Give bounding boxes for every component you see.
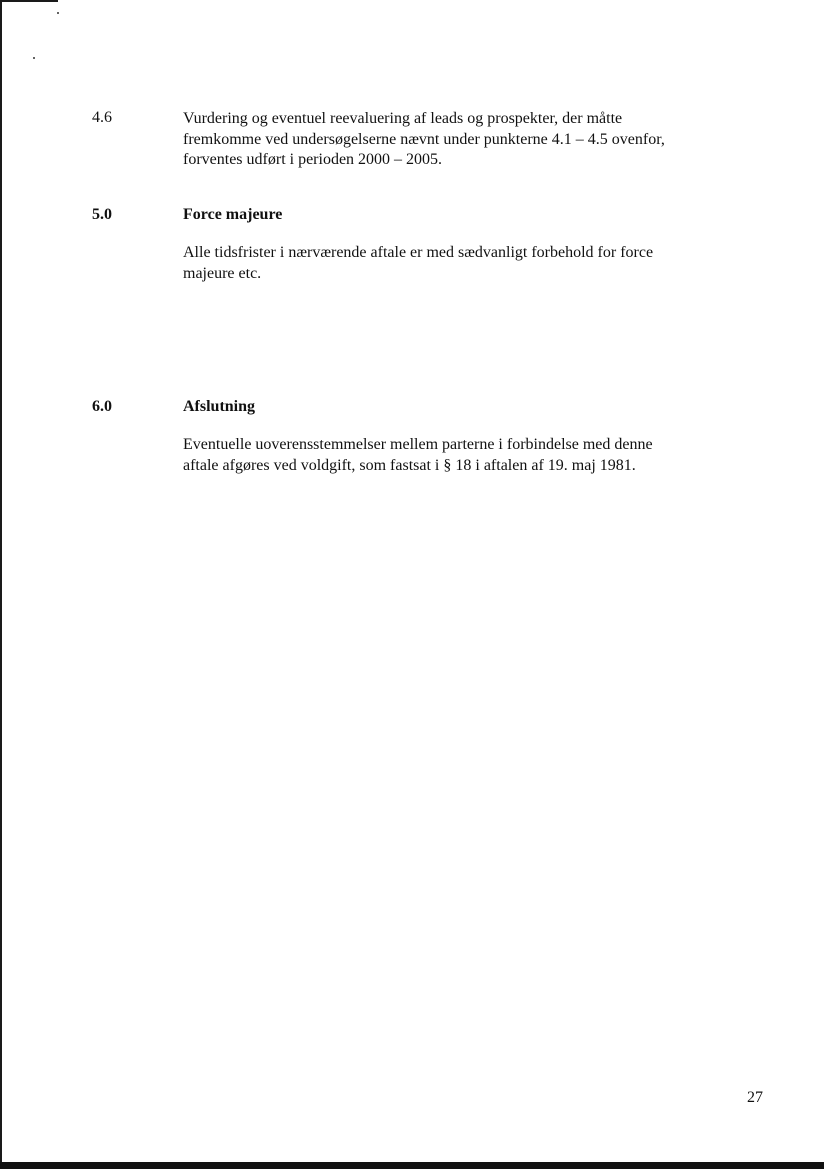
paragraph-line: fremkomme ved undersøgelserne nævnt under punkterne 4.1 – 4.5 ovenfor, <box>183 130 665 148</box>
section-6-0-paragraph <box>183 435 703 476</box>
paragraph-line: majeure etc. <box>183 264 262 282</box>
section-6-0-heading: Afslutning <box>183 398 256 415</box>
scan-speck <box>57 12 59 14</box>
scan-edge-bottom <box>0 1162 824 1169</box>
section-number-5-0: 5.0 <box>92 206 112 223</box>
section-5-0-heading: Force majeure <box>183 206 283 223</box>
paragraph-line: Eventuelle uoverensstemmelser mellem parterne i forbindelse med denne <box>183 436 653 453</box>
section-4-6-paragraph <box>183 109 703 171</box>
paragraph-line: forventes udført i perioden 2000 – 2005. <box>183 151 443 168</box>
scan-edge-left <box>0 0 2 1169</box>
page-number: 27 <box>747 1089 763 1106</box>
section-number-6-0: 6.0 <box>92 398 112 415</box>
paragraph-line: Vurdering og eventuel reevaluering af leads og prospekter, der måtte <box>183 110 623 127</box>
scan-edge-top <box>0 0 58 2</box>
scan-speck <box>33 57 35 59</box>
section-number-4-6: 4.6 <box>92 109 112 126</box>
paragraph-line: aftale afgøres ved voldgift, som fastsat i § 18 i aftalen af 19. maj 1981. <box>183 456 636 474</box>
section-5-0-paragraph <box>183 243 703 284</box>
paragraph-line: Alle tidsfrister i nærværende aftale er med sædvanligt forbehold for force <box>183 244 654 261</box>
